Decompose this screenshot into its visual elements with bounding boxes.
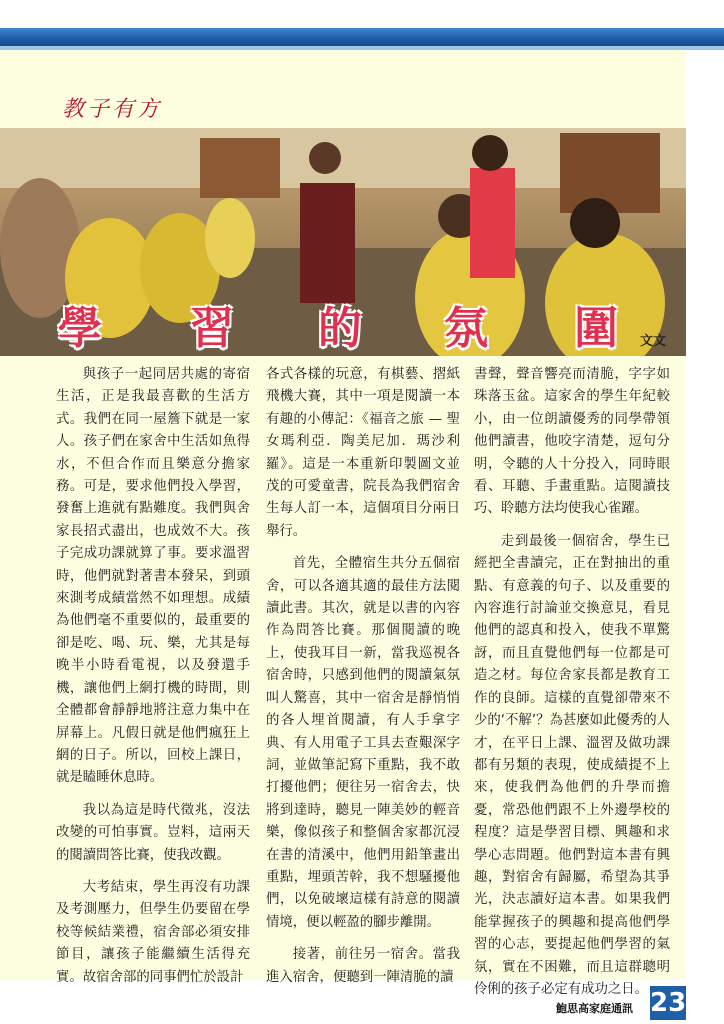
author-credit: 文文 bbox=[640, 334, 667, 349]
publication-name: 鮑思高家庭通訊 bbox=[556, 1002, 633, 1015]
top-margin bbox=[0, 0, 724, 28]
article-column-1 bbox=[56, 364, 250, 999]
headline-char-2: 習 bbox=[190, 303, 234, 354]
headline-char-4: 氛 bbox=[444, 303, 488, 354]
paragraph: 走到最後一個宿舍，學生已經把全書讀完，正在對抽出的重點、有意義的句子、以及重要的內容進行討論並交換意見，看見他們的認真和投入，使我不單驚訝，而且直覺他們每一位都是可造之材。每位舍家長都是教育工作的良師。這樣的直覺卻帶來不少的‘不解’？為甚麼如此優秀的人才，在平日上課、溫習及做功課都有另類的表現，使成績提不上來，使我們為他們的升學而擔憂，常恐他們跟不上外邊學校的程度？這是學習目標、興趣和求學心志問題。他們對這本書有興趣，對宿舍有歸屬，希望為其爭光，決志讀好這本書。如果我們能掌握孩子的興趣和提高他們學習的心志，要提起他們學習的氣氛，實在不困難，而且這群聰明伶俐的孩子必定有成功之日。 bbox=[474, 533, 670, 997]
right-margin-strip bbox=[686, 50, 724, 980]
paragraph: 接著，前往另一宿舍。當我進入宿舍，便聽到一陣清脆的讀 bbox=[266, 947, 460, 985]
paragraph: 首先，全體宿生共分五個宿舍，可以各適其適的最佳方法閱讀此書。其次，就是以書的內容作為問答比賽。那個閱讀的晚上，使我耳目一新，當我巡視各宿舍時，只感到他們的閱讀氣氛叫人驚喜，其中一宿舍是靜悄悄的各人埋首閱讀，有人手拿字典、有人用電子工具去查艱深字詞，並做筆記寫下重點，我不敢打擾他們；便往另一宿舍去，快將到達時，聽見一陣美妙的輕音樂，像似孩子和整個舍家都沉浸在書的清溪中，他們用鉛筆畫出重點，埋頭苦幹，我不想騷擾他們，以免破壞這樣有詩意的閱讀情境，便以輕盈的腳步離開。 bbox=[266, 556, 460, 930]
paragraph: 我以為這是時代徵兆，沒法改變的可怕事實。豈料，這兩天的閱讀問答比賽，使我改觀。 bbox=[56, 802, 250, 863]
section-title: 教子有方 bbox=[62, 97, 163, 122]
article-column-3 bbox=[474, 364, 670, 1011]
header-blue-bar bbox=[0, 28, 724, 46]
headline-char-5: 圍 bbox=[574, 303, 618, 354]
paragraph: 大考結束，學生再沒有功課及考測壓力，但學生仍要留在學校等候結業禮，宿舍部必須安排節目，讓孩子能繼續生活得充實。故宿舍部的同事們忙於設計 bbox=[56, 879, 250, 985]
article-column-2 bbox=[266, 364, 460, 999]
paragraph: 書聲，聲音響亮而清脆，字字如珠落玉盆。這家舍的學生年紀較小，由一位朗讀優秀的同學帶領他們讀書，他咬字清楚，逗句分明，令聽的人十分投入，同時眼看、耳聽、手畫重點。這閱讀技巧、聆聽方法均使我心雀躍。 bbox=[474, 367, 670, 517]
headline-char-3: 的 bbox=[318, 303, 362, 354]
page-number: 23 bbox=[650, 988, 687, 1018]
paragraph: 與孩子一起同居共處的寄宿生活，正是我最喜歡的生活方式。我們在同一屋簷下就是一家人。孩子們在家舍中生活如魚得水，不但合作而且樂意分擔家務。可是，要求他們投入學習，發奮上進就有點難度。我們與舍家長招式盡出，也成效不大。孩子完成功課就算了事。要求溫習時，他們就對著書本發呆，到頭來測考成績當然不如理想。成績為他們毫不重要似的，最重要的卻是吃、喝、玩、樂，尤其是每晚半小時看電視，以及發還手機，讓他們上網打機的時間，則全體都會靜靜地將注意力集中在屏幕上。凡假日就是他們瘋狂上網的日子。所以，回校上課日，就是瞌睡休息時。 bbox=[56, 367, 250, 786]
paragraph: 各式各樣的玩意，有棋藝、摺紙飛機大賽，其中一項是閱讀一本有趣的小傳記：《福音之旅 — 聖女瑪利亞．陶美尼加．瑪沙利羅》。這是一本重新印製圖文並茂的可愛童書，院長為我們宿舍生每人訂一本，這個項目分兩日舉行。 bbox=[266, 367, 460, 539]
headline-char-1: 學 bbox=[58, 303, 102, 354]
